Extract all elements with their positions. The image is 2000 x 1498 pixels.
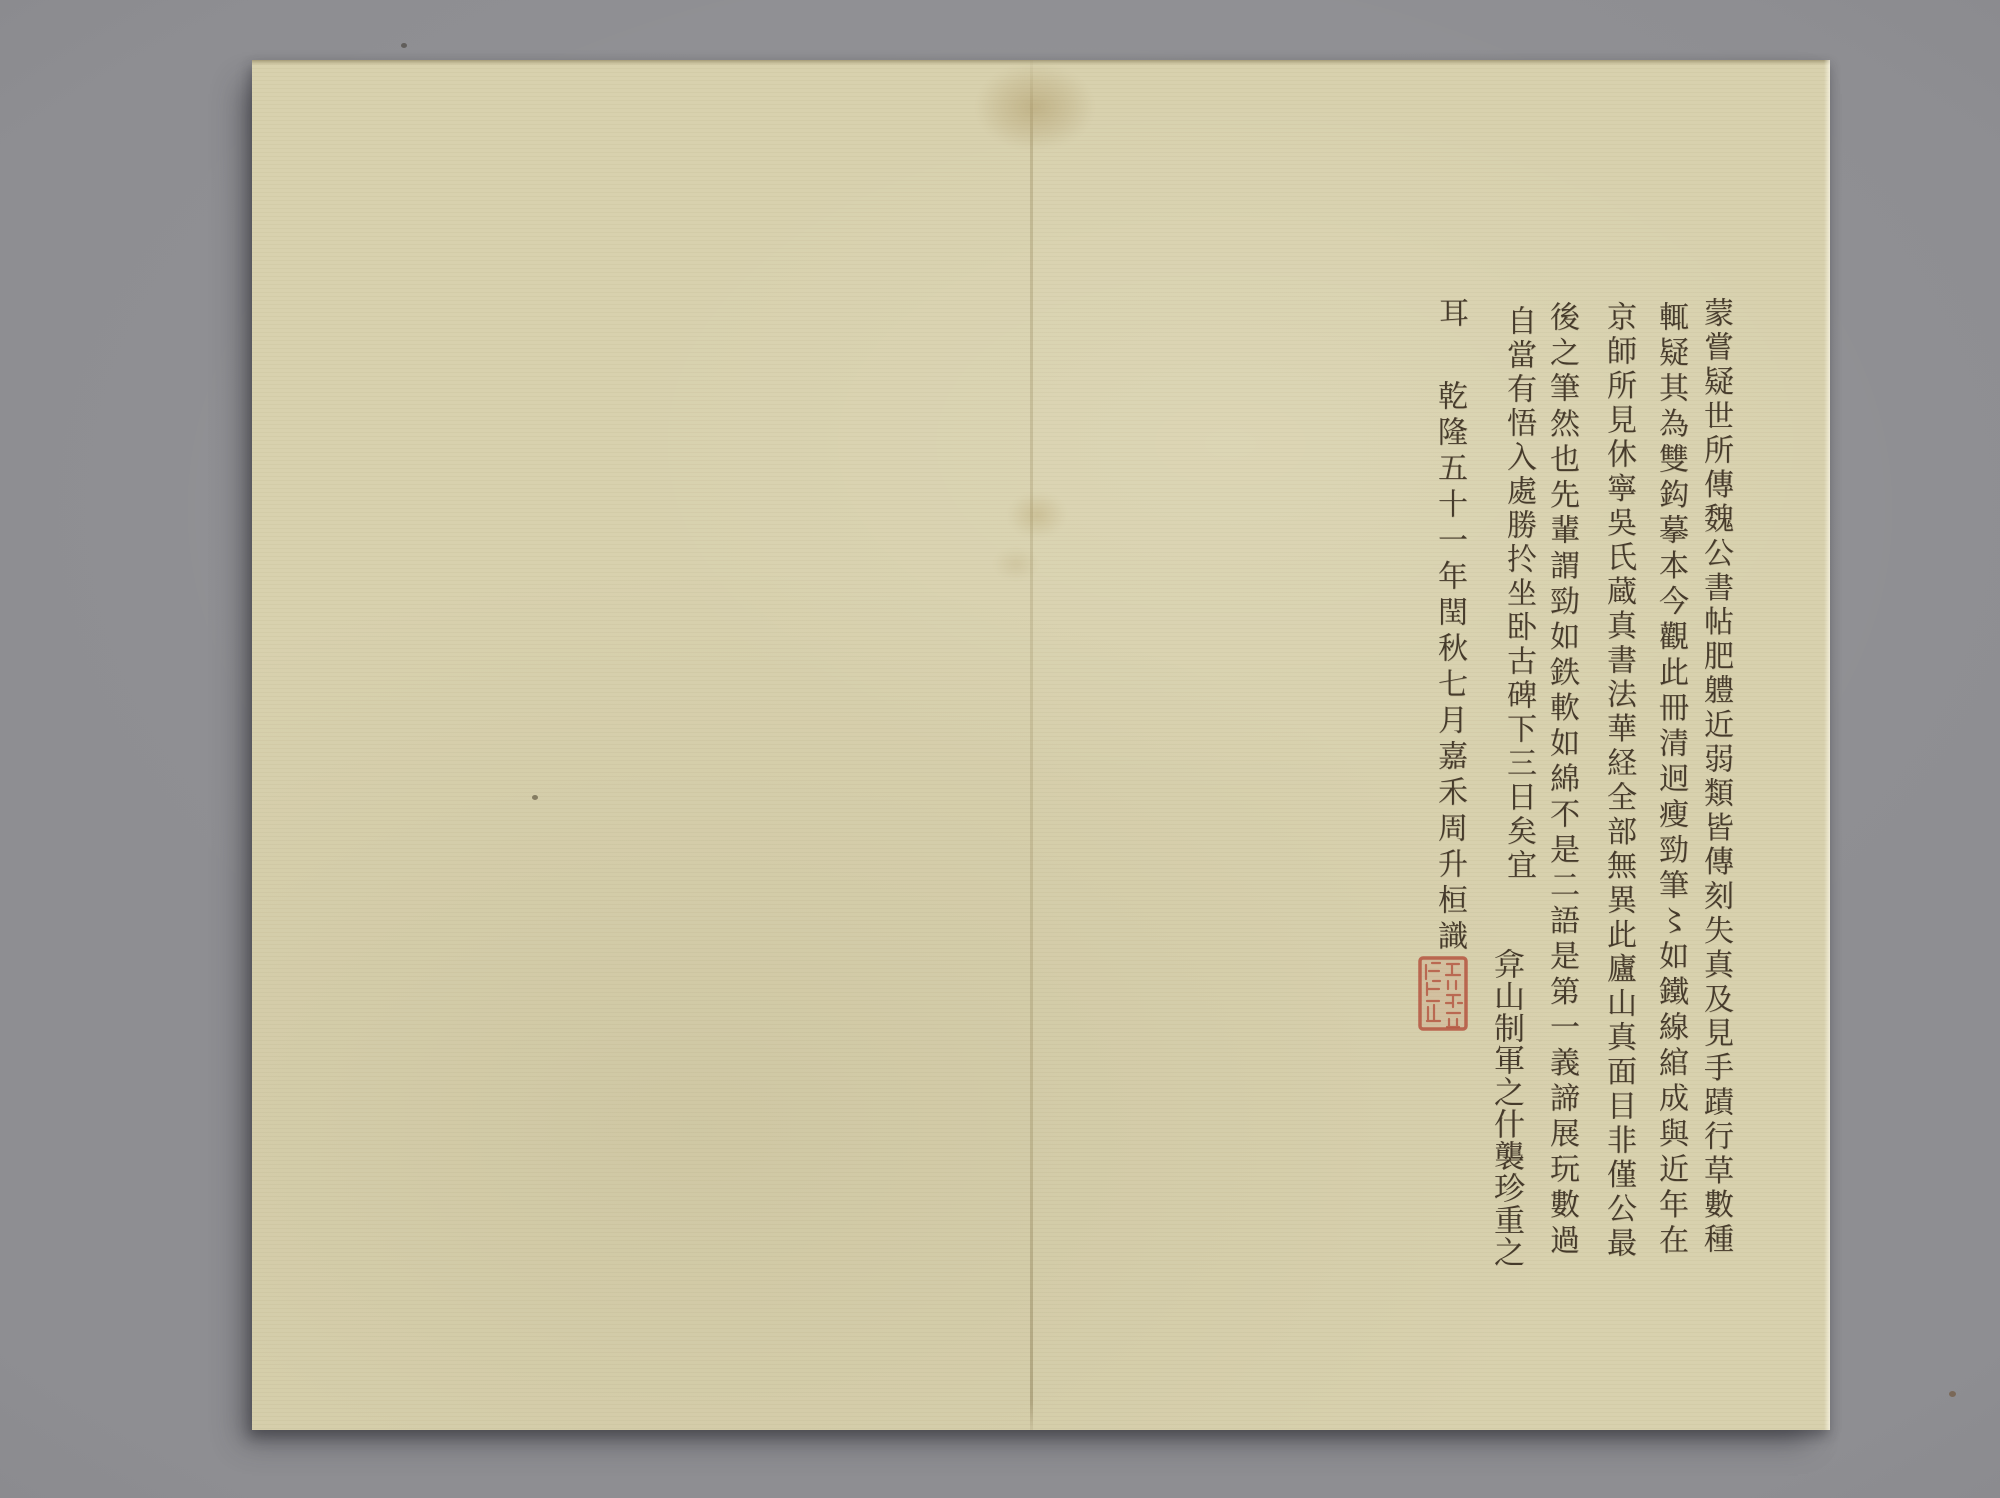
paper-stain	[994, 548, 1038, 580]
colophon-column-1: 蒙嘗疑世所傳魏公書帖肥軆近弱類皆傳刻失真及見手蹟行草數種	[1698, 297, 1733, 1258]
album-leaf-paper	[252, 60, 1830, 1430]
paper-stain	[976, 64, 1094, 150]
colophon-column-4: 後之筆然也先輩謂勁如鉄軟如綿不是二語是第一義諦展玩數過	[1544, 301, 1579, 1260]
colophon-column-2: 輒疑其為雙鈎摹本今觀此冊清迥瘦勁筆〻如鐵線綰成與近年在	[1653, 301, 1688, 1260]
colophon-column-5-upper: 自當有悟入處勝扵坐卧古碑下三日矣宜	[1501, 305, 1536, 883]
colophon-column-5-honorific: 弇山制軍之什襲珍重之	[1488, 948, 1524, 1268]
center-fold-line	[1030, 60, 1033, 1430]
signature-date-line: 乾隆五十一年閏秋七月嘉禾周升桓識	[1432, 380, 1467, 956]
paper-stain	[1008, 492, 1066, 538]
artist-seal-stamp	[1418, 955, 1468, 1033]
colophon-column-3: 京師所見休寧吳氏蔵真書法華経全部無異此廬山真面目非僅公最	[1601, 301, 1636, 1262]
background-speck	[1949, 1391, 1956, 1397]
colophon-final-character: 耳	[1433, 297, 1468, 327]
background-speck	[401, 43, 407, 48]
paper-speck	[532, 795, 538, 800]
